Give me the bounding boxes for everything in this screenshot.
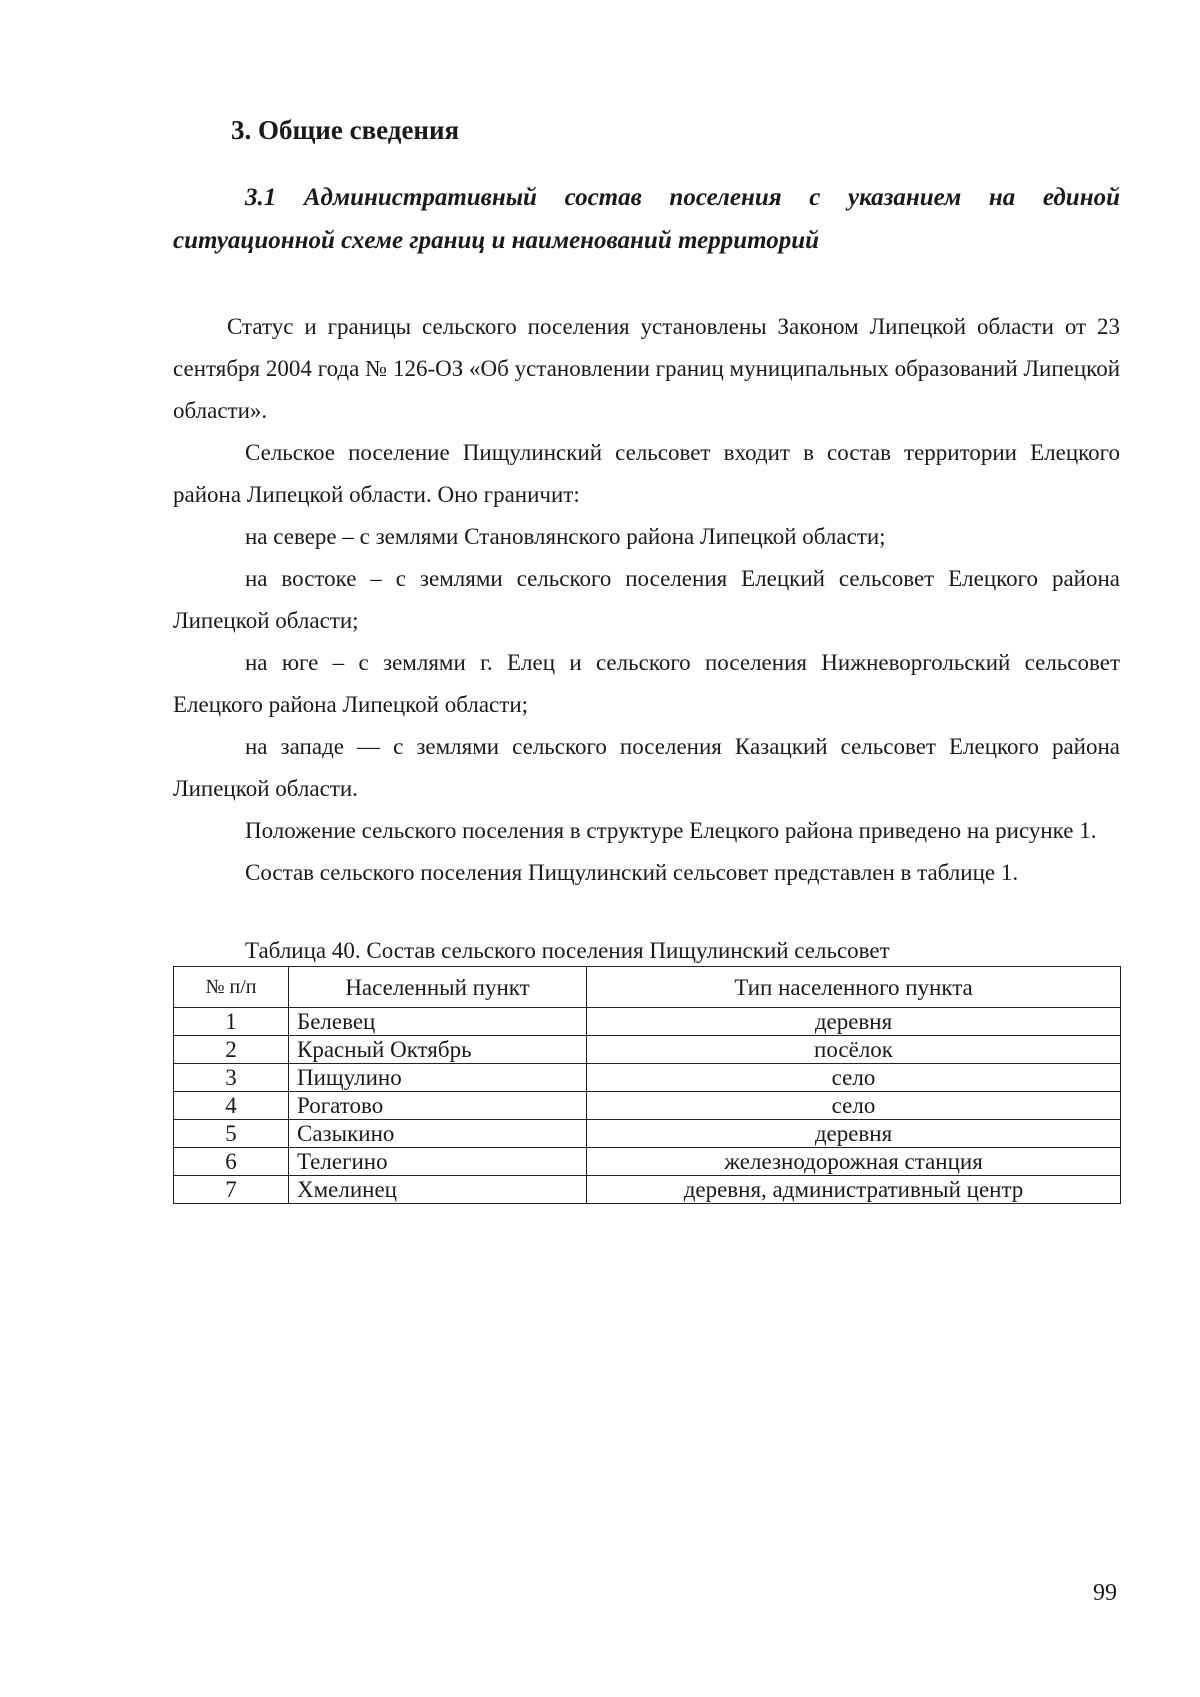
cell-number: 1 [174,1008,289,1036]
table-row [174,1148,1121,1176]
paragraph-figure-reference: Положение сельского поселения в структуре Елецкого района приведено на рисунке 1. [245,818,1097,843]
cell-settlement: Телегино [289,1148,587,1176]
paragraph-status: Статус и границы сельского поселения установлены Законом Липецкой области от 23 сентября 2004 года № 126-ОЗ «Об установлении границ муниципальных образований Липецкой области». [173,314,1120,423]
cell-settlement-type: деревня, административный центр [587,1176,1121,1204]
cell-settlement: Белевец [289,1008,587,1036]
cell-number: 2 [174,1036,289,1064]
paragraph-border-south: на юге – с землями г. Елец и сельского поселения Нижневоргольский сельсовет Елецкого района Липецкой области; [173,650,1120,717]
cell-settlement: Сазыкино [289,1120,587,1148]
body-text [173,306,1120,894]
cell-settlement-type: село [587,1092,1121,1120]
settlements-table [173,966,1121,1204]
header-settlement: Населенный пункт [289,967,587,1008]
subsection-heading-line-2: ситуационной схеме границ и наименований территорий [173,227,820,254]
header-number: № п/п [174,967,289,1008]
subsection-heading-line-1: 3.1 Административный состав поселения с указанием на единой [245,184,1120,211]
paragraph-table-reference: Состав сельского поселения Пищулинский сельсовет представлен в таблице 1. [245,860,1019,885]
paragraph-border-east: на востоке – с землями сельского поселения Елецкий сельсовет Елецкого района Липецкой области; [173,566,1120,633]
paragraph-border-north: на севере – с землями Становлянского района Липецкой области; [245,524,886,549]
cell-settlement: Пищулино [289,1064,587,1092]
table-row [174,1064,1121,1092]
table-row [174,1008,1121,1036]
cell-settlement-type: посёлок [587,1036,1121,1064]
table-caption: Таблица 40. Состав сельского поселения Пищулинский сельсовет [245,938,890,963]
section-heading: 3. Общие сведения [231,115,460,145]
cell-settlement-type: железнодорожная станция [587,1148,1121,1176]
paragraph-composition: Сельское поселение Пищулинский сельсовет входит в состав территории Елецкого района Липецкой области. Оно граничит: [173,440,1120,507]
cell-settlement: Рогатово [289,1092,587,1120]
table-row [174,1120,1121,1148]
cell-settlement-type: деревня [587,1120,1121,1148]
cell-number: 3 [174,1064,289,1092]
cell-settlement: Красный Октябрь [289,1036,587,1064]
header-settlement-type: Тип населенного пункта [587,967,1121,1008]
cell-settlement: Хмелинец [289,1176,587,1204]
table-row [174,1036,1121,1064]
page-number: 99 [1093,1580,1117,1606]
cell-number: 5 [174,1120,289,1148]
cell-number: 6 [174,1148,289,1176]
table-header-row [174,967,1121,1008]
cell-settlement-type: деревня [587,1008,1121,1036]
table-row [174,1092,1121,1120]
table-row [174,1176,1121,1204]
cell-number: 7 [174,1176,289,1204]
subsection-heading [173,176,1120,262]
cell-number: 4 [174,1092,289,1120]
cell-settlement-type: село [587,1064,1121,1092]
paragraph-border-west: на западе — с землями сельского поселения Казацкий сельсовет Елецкого района Липецкой области. [173,734,1120,801]
